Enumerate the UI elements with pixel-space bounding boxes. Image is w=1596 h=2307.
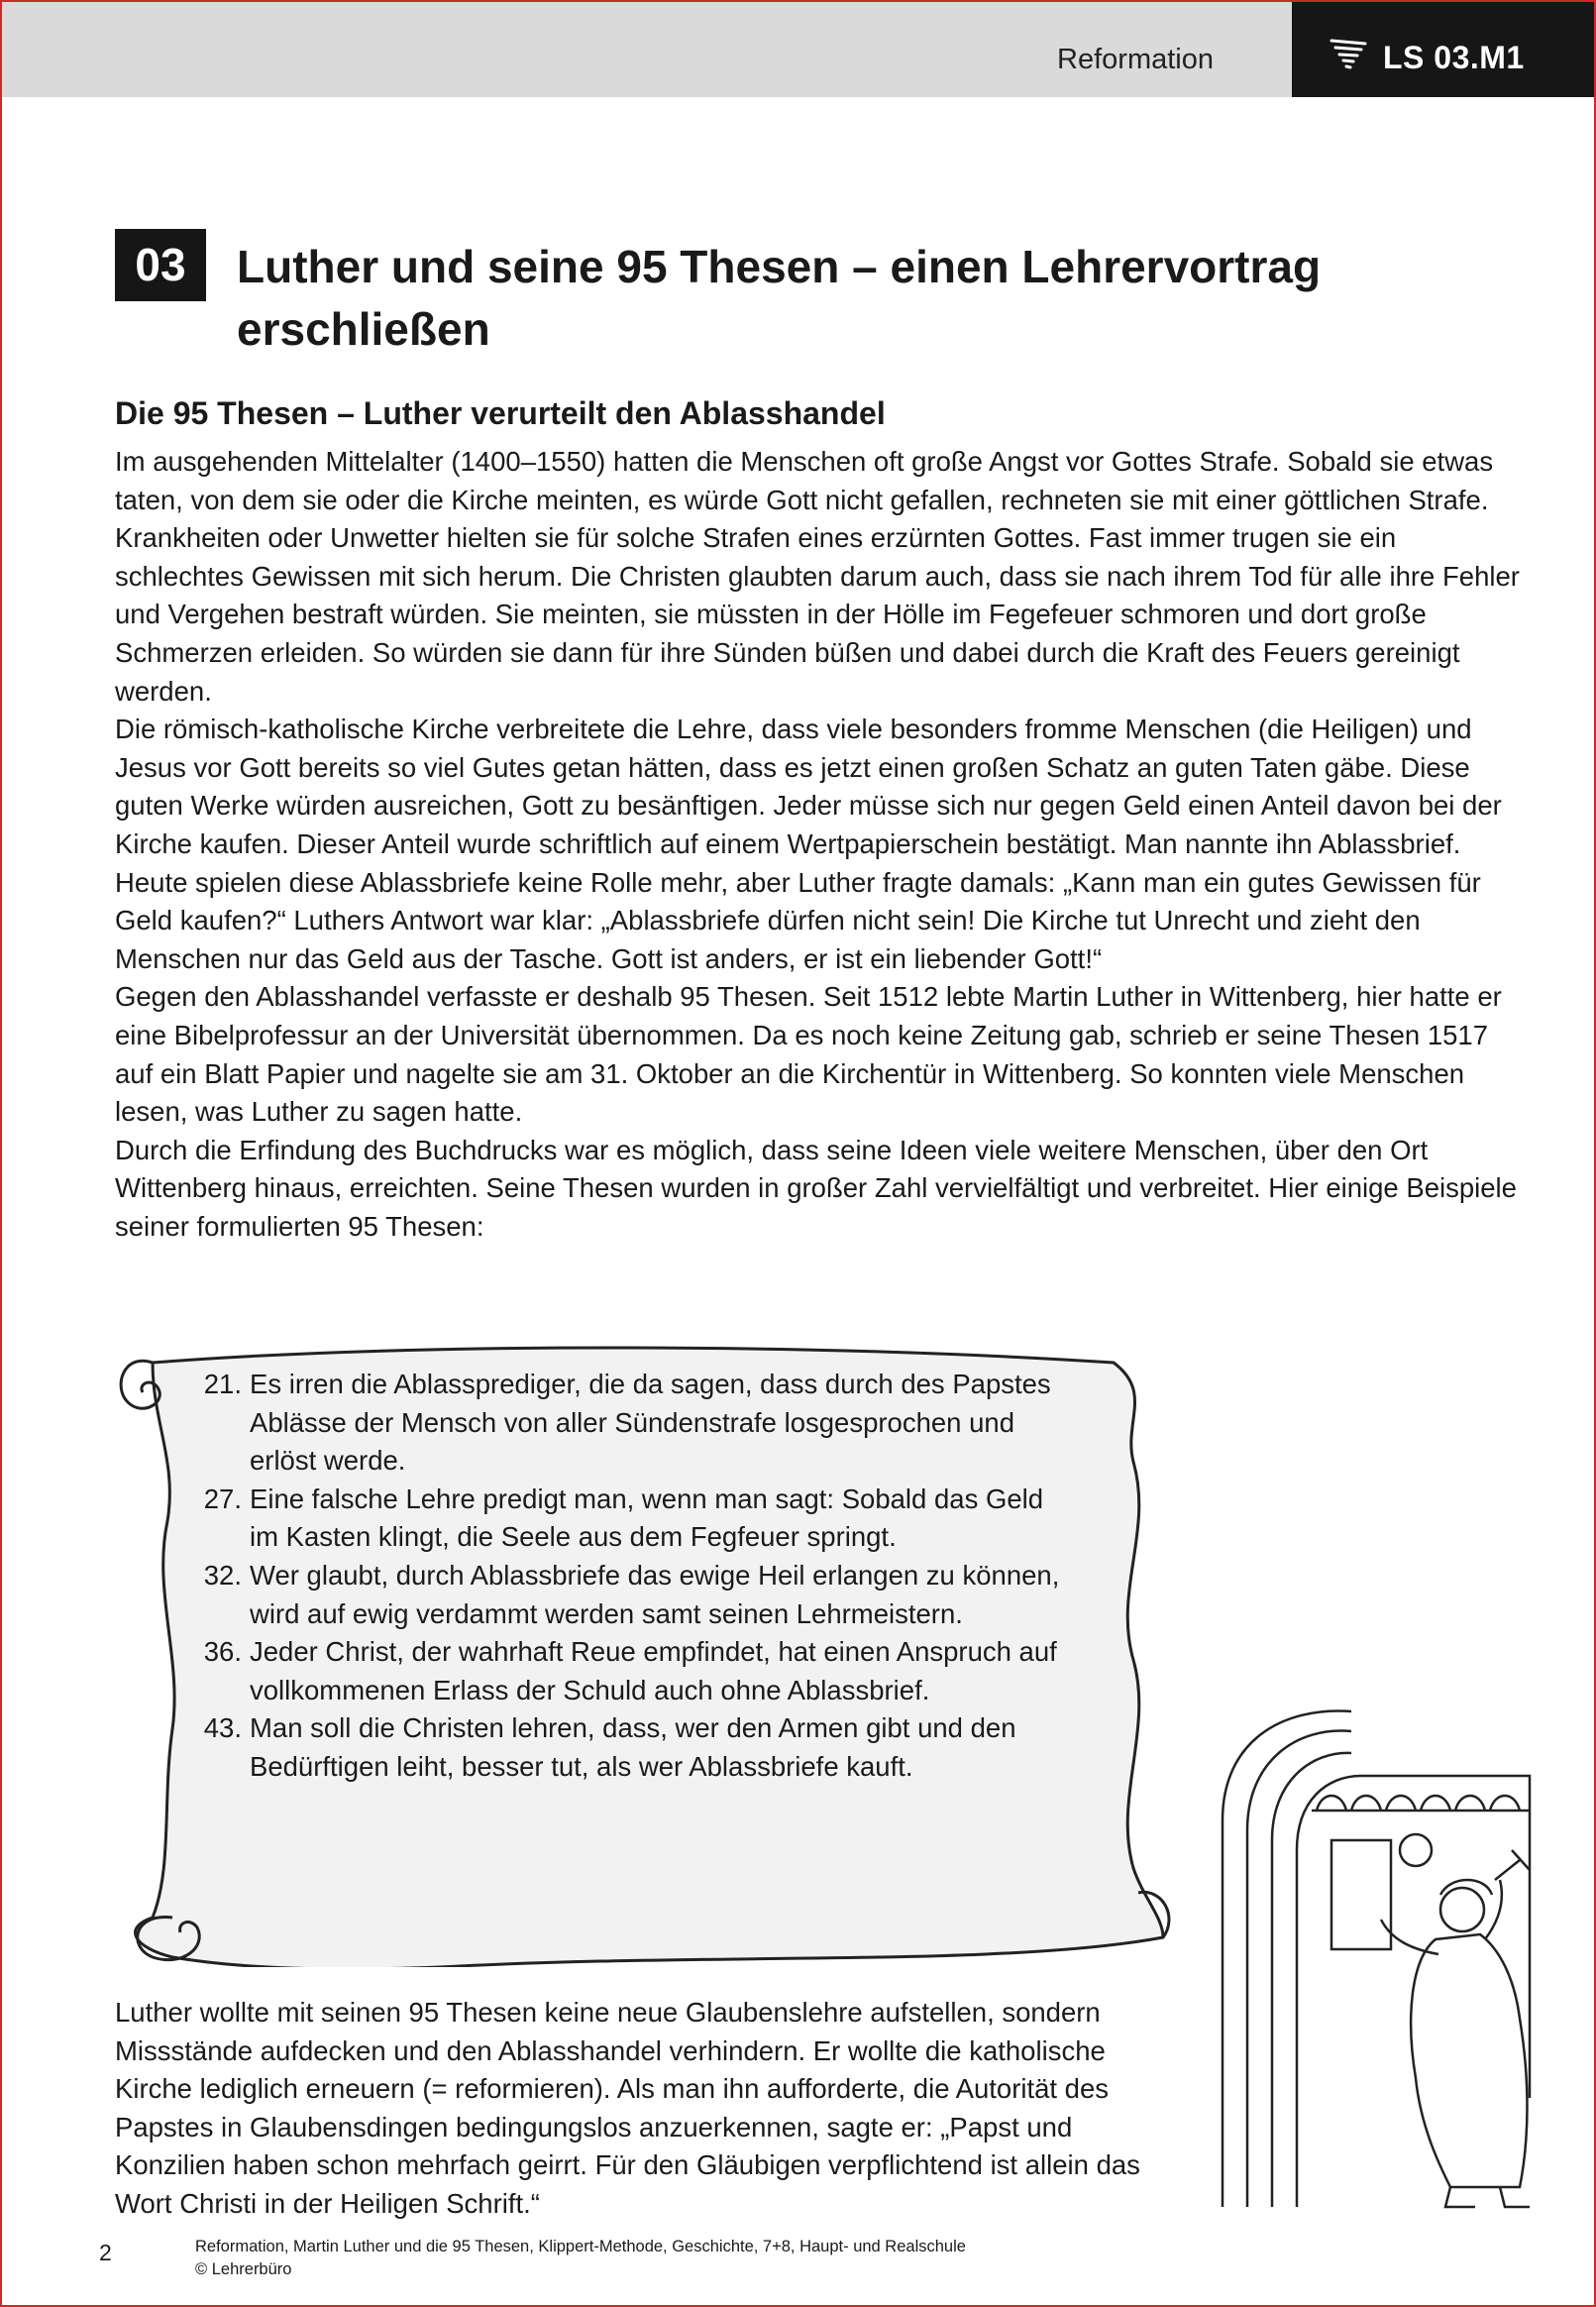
list-item: 43. Man soll die Christen lehren, dass, wer den Armen gibt und den Bedürftigen leiht, besser tut, als wer Ablassbriefe kauft. <box>203 1712 1016 1782</box>
list-item: 32. Wer glaubt, durch Ablassbriefe das ewige Heil erlangen zu können, wird auf ewig verdammt werden samt seinen Lehrmeistern. <box>203 1559 1060 1629</box>
copyright: © Lehrerbüro <box>195 2260 292 2278</box>
page-number: 2 <box>99 2240 112 2265</box>
body-text <box>115 443 1532 1246</box>
paragraph: Durch die Erfindung des Buchdrucks war es möglich, dass seine Ideen viele weitere Menschen, über den Ort Wittenberg hinaus, erreichten. Seine Thesen wurden in großer Zahl vervielfältigt und verbreitet. Hier einige Beispiele seiner formulierten 95 Thesen: <box>115 1134 1517 1242</box>
header-bar <box>2 2 1594 97</box>
paragraph: Die römisch-katholische Kirche verbreitete die Lehre, dass viele besonders fromme Menschen (die Heiligen) und Jesus vor Gott bereits so viel Gutes getan hätten, dass es jetzt einen großen Schatz an guten Taten gäbe. Diese guten Werke würden ausreichen, Gott zu besänftigen. Jeder müsse sich nur gegen Geld einen Anteil davon bei der Kirche kaufen. Dieser Anteil wurde schriftlich auf einem Wertpapierschein bestätigt. Man nannte ihn Ablassbrief. Heute spielen diese Ablassbriefe keine Rolle mehr, aber Luther fragte damals: „Kann man ein gutes Gewissen für Geld kaufen?“ Luthers Antwort war klar: „Ablassbriefe dürfen nicht sein! Die Kirche tut Unrecht und zieht den Menschen nur das Geld aus der Tasche. Gott ist anders, er ist ein liebender Gott!“ <box>115 714 1502 974</box>
theses-list <box>194 1366 1066 1787</box>
material-code: LS 03.M1 <box>1383 40 1525 75</box>
source-line: Reformation, Martin Luther und die 95 Thesen, Klippert-Methode, Geschichte, 7+8, Haupt- und Realschule <box>195 2238 966 2255</box>
header-topic: Reformation <box>1057 44 1214 75</box>
list-item: 21. Es irren die Ablassprediger, die da sagen, dass durch des Papstes Ablässe der Mensch von aller Sündenstrafe losgesprochen und erlöst werde. <box>203 1369 1051 1477</box>
page-title: Luther und seine 95 Thesen – einen Lehrervortrag erschließen <box>237 241 1322 355</box>
paragraph: Im ausgehenden Mittelalter (1400–1550) hatten die Menschen oft große Angst vor Gottes Strafe. Sobald sie etwas taten, von dem sie oder die Kirche meinten, es würde Gott nicht gefallen, rechneten sie mit einer göttlichen Strafe. Krankheiten oder Unwetter hielten sie für solche Strafen eines erzürnten Gottes. Fast immer trugen sie ein schlechtes Gewissen mit sich herum. Die Christen glaubten darum auch, dass sie nach ihrem Tod für alle ihre Fehler und Vergehen bestraft würden. Sie meinten, sie müssten in der Hölle im Fegefeuer schmoren und dort große Schmerzen erleiden. So würden sie dann für ihre Sünden büßen und dabei durch die Kraft des Feuers gereinigt werden. <box>115 446 1520 707</box>
section-number-badge: 03 <box>115 229 206 301</box>
footer-source <box>195 2236 966 2281</box>
tornado-icon <box>1330 38 1369 69</box>
material-code-box <box>1292 2 1594 97</box>
list-item: 27. Eine falsche Lehre predigt man, wenn man sagt: Sobald das Geld im Kasten klingt, die Seele aus dem Fegfeuer springt. <box>203 1483 1044 1553</box>
paragraph: Gegen den Ablasshandel verfasste er deshalb 95 Thesen. Seit 1512 lebte Martin Luther in Wittenberg, hier hatte er eine Bibelprofessur an der Universität übernommen. Da es noch keine Zeitung gab, schrieb er seine Thesen 1517 auf ein Blatt Papier und nagelte sie am 31. Oktober an die Kirchentür in Wittenberg. So konnten viele Menschen lesen, was Luther zu sagen hatte. <box>115 981 1502 1128</box>
closing-paragraph: Luther wollte mit seinen 95 Thesen keine neue Glaubenslehre aufstellen, sondern Missstände aufdecken und den Ablasshandel verhindern. Er wollte die katholische Kirche lediglich erneuern (= reformieren). Als man ihn aufforderte, die Autorität des Papstes in Glaubensdingen bedingungslos anzuerkennen, sagte er: „Papst und Konzilien haben schon mehrfach geirrt. Für den Gläubigen verpflichtend ist allein das Wort Christi in der Heiligen Schrift.“ <box>115 1997 1140 2219</box>
luther-door-illustration <box>1203 1702 1559 2217</box>
list-item: 36. Jeder Christ, der wahrhaft Reue empfindet, hat einen Anspruch auf vollkommenen Erlass der Schuld auch ohne Ablassbrief. <box>203 1636 1057 1705</box>
subheading: Die 95 Thesen – Luther verurteilt den Ablasshandel <box>115 395 886 431</box>
